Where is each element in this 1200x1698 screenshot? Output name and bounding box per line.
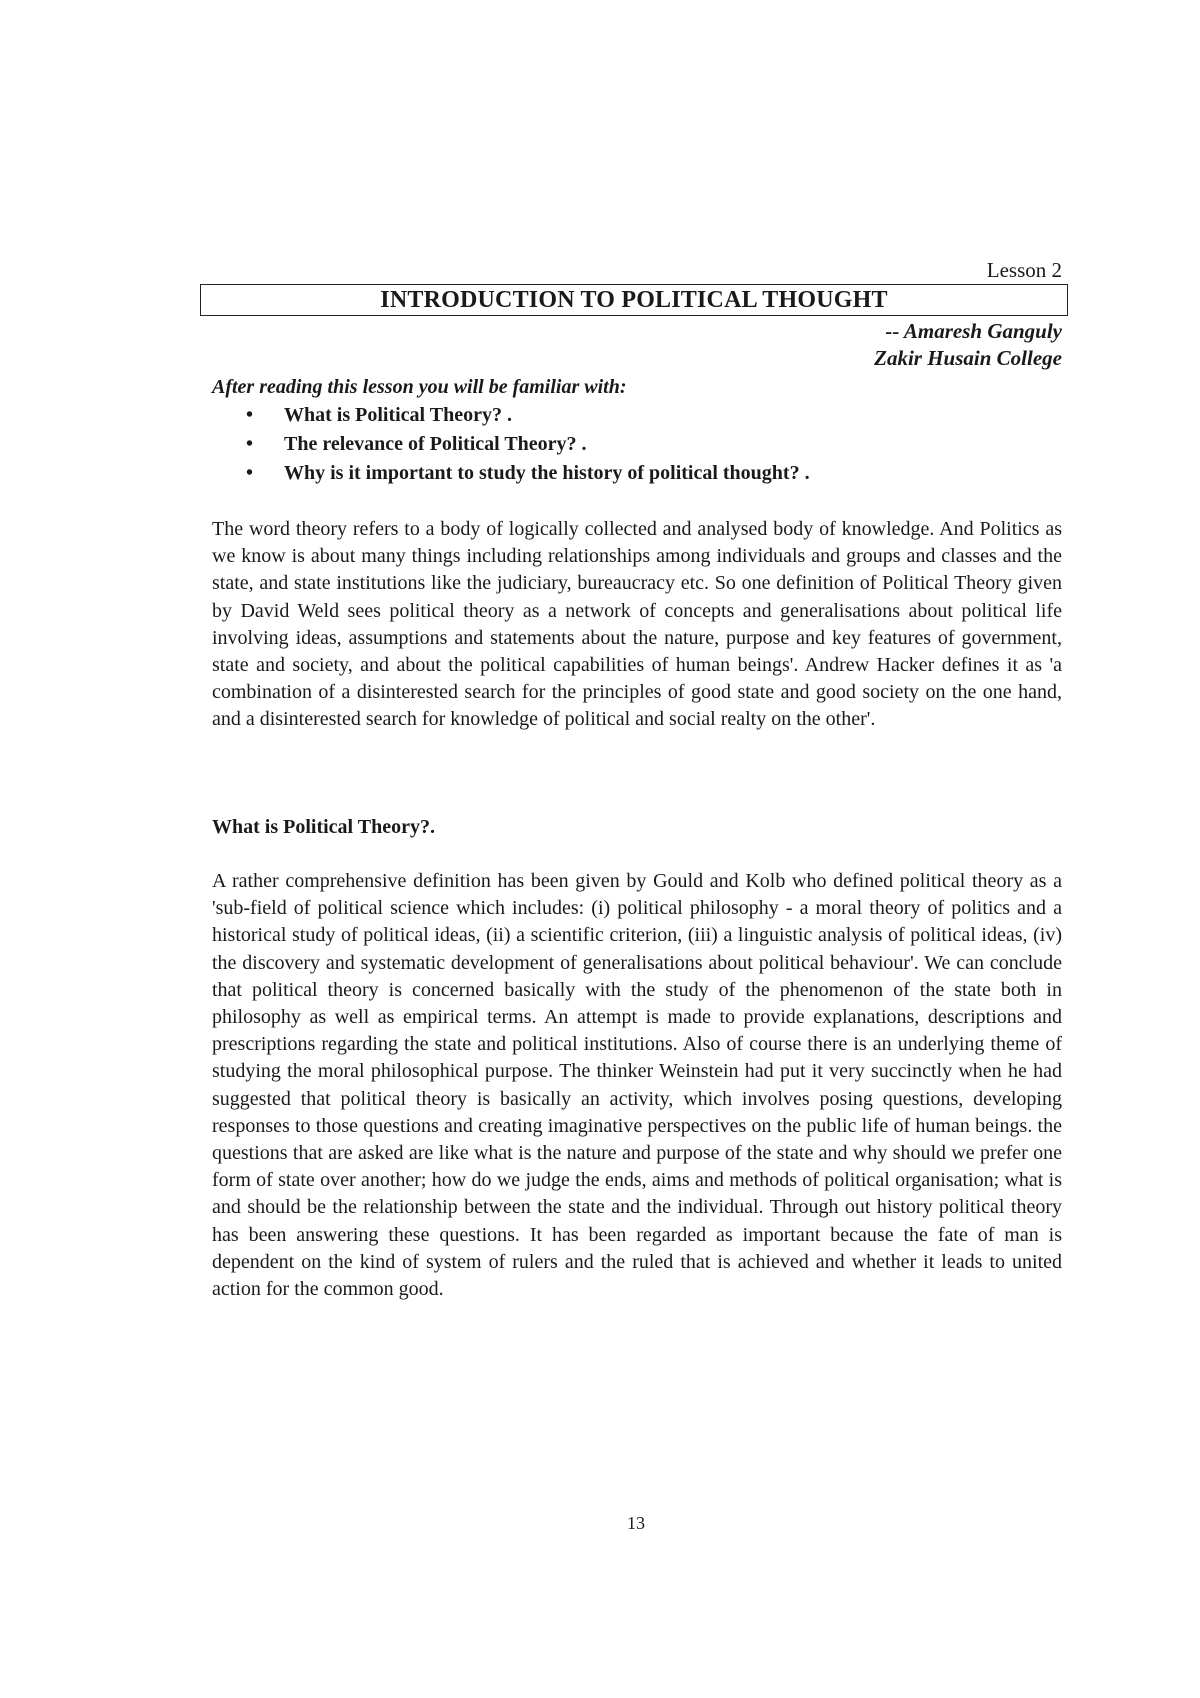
body-paragraph-definition: A rather comprehensive definition has been given by Gould and Kolb who defined political theory as a 'sub-field of political science which includes: (i) political philosophy - a moral theory of politics and a historical study of political ideas, (ii) a scientific criterion, (iii) a linguistic analysis of political ideas, (iv) the discovery and systematic development of generalisations about political behaviour'. We can conclude that political theory is concerned basically with the study of the phenomenon of the state both in philosophy as well as empirical terms. An attempt is made to provide explanations, descriptions and prescriptions regarding the state and political institutions. Also of course there is an underlying theme of studying the moral philosophical purpose. The thinker Weinstein had put it very succinctly when he had suggested that political theory is basically an activity, which involves posing questions, developing responses to those questions and creating imaginative perspectives on the public life of human beings. the questions that are asked are like what is the nature and purpose of the state and why should we prefer one form of state over another; how do we judge the ends, aims and methods of political organisation; what is and should be the relationship between the state and the individual. Through out history political theory has been answering these questions. It has been regarded as important because the fate of man is dependent on the kind of system of rulers and the ruled that is achieved and whether it leads to united action for the common good. bbox=[212, 870, 1062, 1301]
objective-text: The relevance of Political Theory? . bbox=[284, 433, 587, 455]
author-name: -- Amaresh Ganguly bbox=[885, 319, 1062, 343]
objective-text: What is Political Theory? . bbox=[284, 404, 512, 426]
objectives-intro: After reading this lesson you will be familiar with: bbox=[212, 376, 627, 398]
bullet-icon: • bbox=[246, 462, 254, 484]
author-block bbox=[874, 318, 1062, 372]
page-title: INTRODUCTION TO POLITICAL THOUGHT bbox=[200, 284, 1068, 316]
lesson-label: Lesson 2 bbox=[986, 258, 1062, 282]
body-paragraph-intro: The word theory refers to a body of logically collected and analysed body of knowledge. And Politics as we know is about many things including relationships among individuals and groups and classes and the state, and state institutions like the judiciary, bureaucracy etc. So one definition of Political Theory given by David Weld sees political theory as a network of concepts and generalisations about political life involving ideas, assumptions and statements about the nature, purpose and key features of government, state and society, and about the political capabilities of human beings'. Andrew Hacker defines it as 'a combination of a disinterested search for the principles of good state and good society on the one hand, and a disinterested search for knowledge of political and social realty on the other'. bbox=[212, 518, 1062, 731]
bullet-icon: • bbox=[246, 404, 254, 426]
section-heading: What is Political Theory?. bbox=[212, 816, 435, 838]
bullet-icon: • bbox=[246, 433, 254, 455]
page-number: 13 bbox=[627, 1513, 645, 1533]
objective-item bbox=[212, 430, 1062, 459]
objective-item bbox=[212, 401, 1062, 430]
learning-objectives bbox=[212, 374, 1062, 488]
objectives-list bbox=[212, 401, 1062, 488]
author-institution: Zakir Husain College bbox=[874, 346, 1062, 370]
objective-text: Why is it important to study the history of political thought? . bbox=[284, 462, 810, 484]
objective-item bbox=[212, 459, 1062, 488]
